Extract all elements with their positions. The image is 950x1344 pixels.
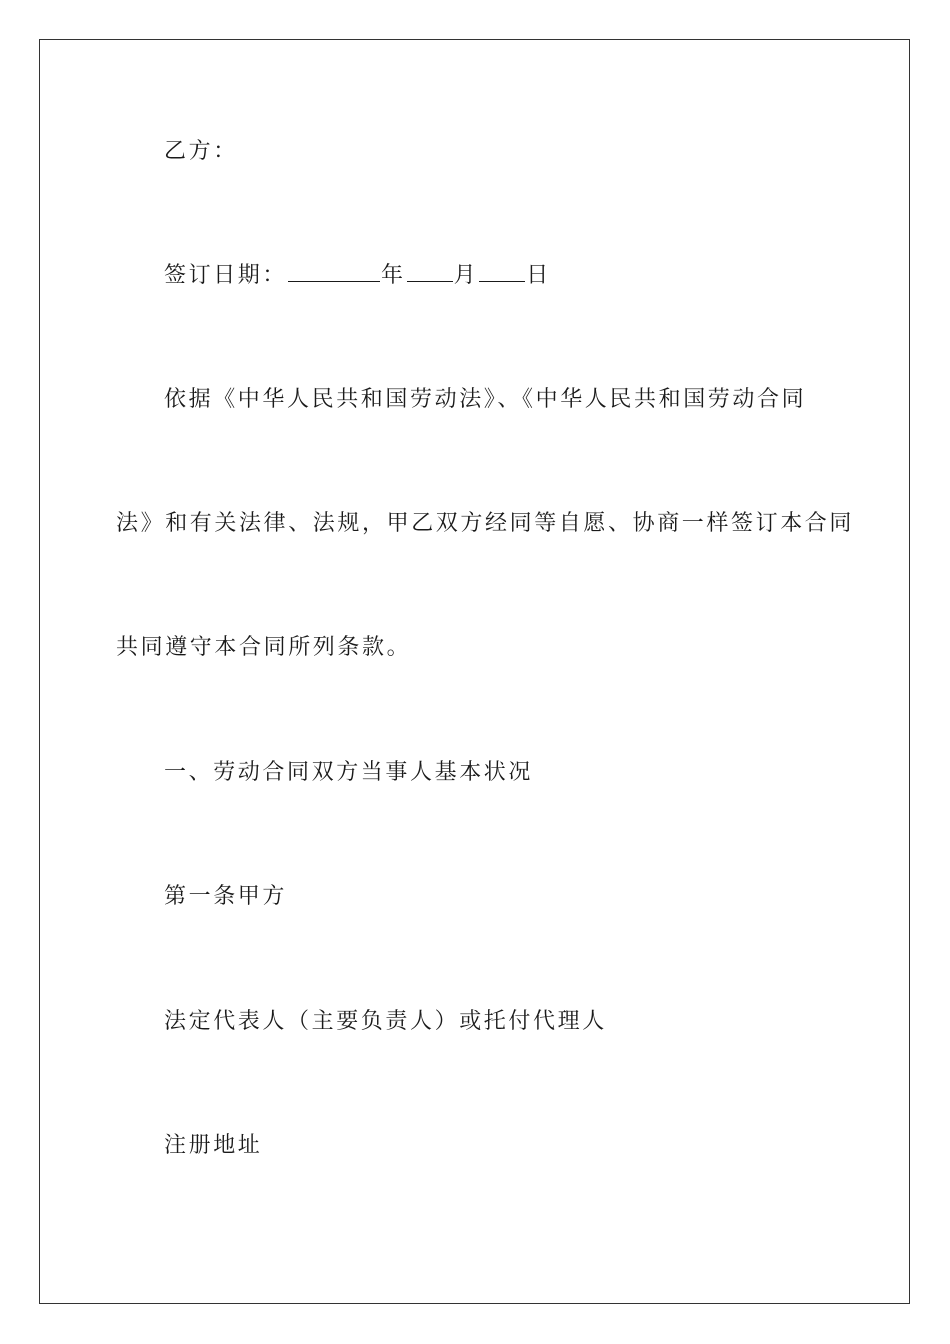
year-blank [288,259,380,282]
month-unit: 月 [453,263,479,288]
article-1-heading: 第一条甲方 [164,884,288,909]
day-blank [479,259,525,282]
year-unit: 年 [381,263,406,288]
legal-representative-field: 法定代表人（主要负责人）或托付代理人 [164,1009,607,1034]
day-unit: 日 [526,263,551,288]
signing-date-label: 签订日期： [164,263,288,288]
party-b-label: 乙方： [164,139,238,164]
month-blank [407,259,453,282]
preamble-line-1: 依据《中华人民共和国劳动法》、《中华人民共和国劳动合同 [164,387,807,412]
registered-address-field: 注册地址 [164,1133,263,1158]
preamble-line-2: 法》和有关法律、法规，甲乙双方经同等自愿、协商一样签订本合同 [116,511,855,536]
signing-date-line [164,259,551,291]
section-heading: 一、劳动合同双方当事人基本状况 [164,760,534,785]
page-border [39,39,910,1304]
preamble-line-3: 共同遵守本合同所列条款。 [116,635,412,660]
